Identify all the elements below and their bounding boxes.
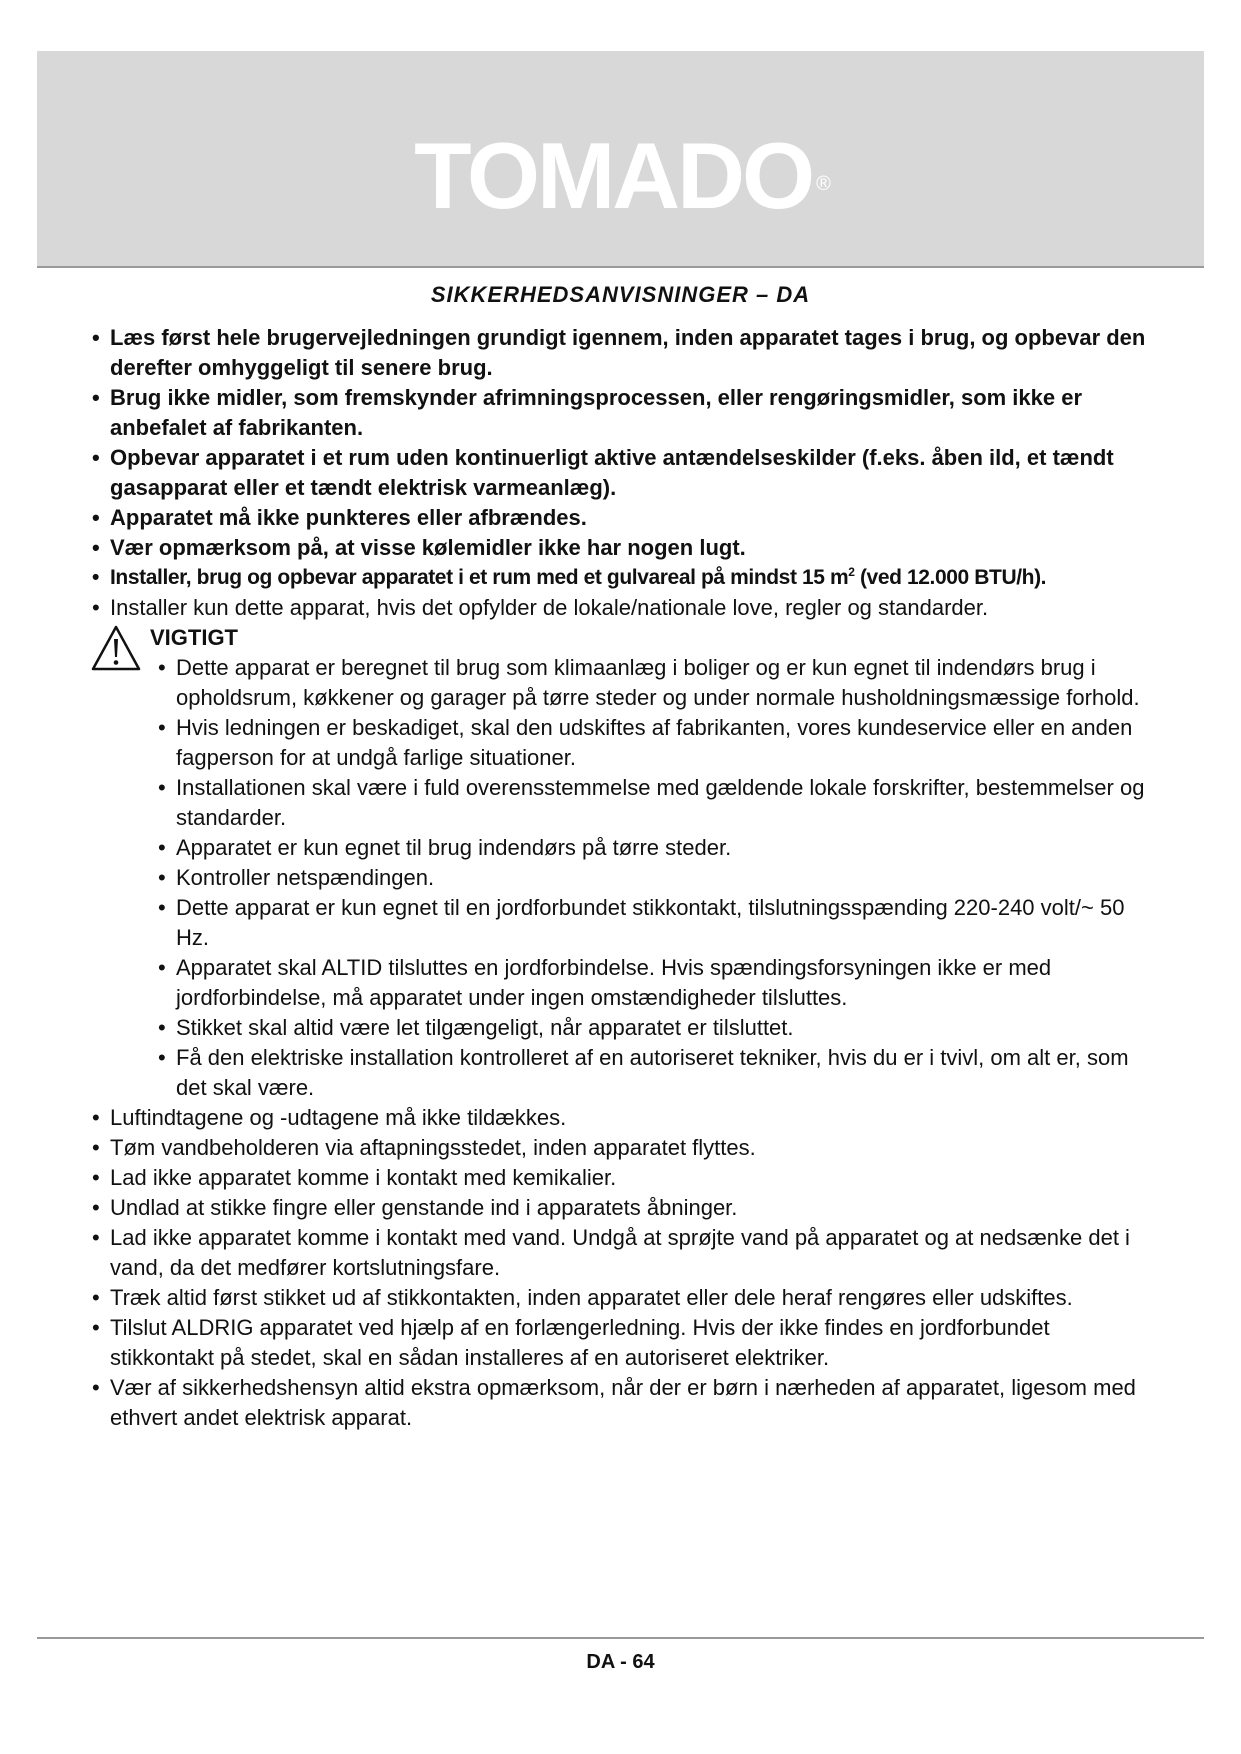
safety-instructions bbox=[92, 323, 1152, 1433]
brand-logo bbox=[37, 123, 1204, 228]
important-heading bbox=[92, 623, 1152, 653]
list-item: • Træk altid først stikket ud af stikkontakten, inden apparatet eller dele heraf rengøres eller udskiftes. bbox=[92, 1283, 1152, 1313]
important-item: • Apparatet er kun egnet til brug indendørs på tørre steder. bbox=[158, 833, 1152, 863]
list-item: • Lad ikke apparatet komme i kontakt med vand. Undgå at sprøjte vand på apparatet og at nedsænke det i vand, da det medfører kortslutningsfare. bbox=[92, 1223, 1152, 1283]
list-item: • Lad ikke apparatet komme i kontakt med kemikalier. bbox=[92, 1163, 1152, 1193]
page-title: SIKKERHEDSANVISNINGER – DA bbox=[430, 282, 811, 307]
list-item: • Undlad at stikke fingre eller genstande ind i apparatets åbninger. bbox=[92, 1193, 1152, 1223]
important-item: • Stikket skal altid være let tilgængeligt, når apparatet er tilsluttet. bbox=[158, 1013, 1152, 1043]
important-list bbox=[158, 653, 1152, 1103]
important-item: • Apparatet skal ALTID tilsluttes en jordforbindelse. Hvis spændingsforsyningen ikke er med jordforbindelse, må apparatet under ingen omstændigheder tilsluttes. bbox=[158, 953, 1152, 1013]
list-item: • Læs først hele brugervejledningen grundigt igennem, inden apparatet tages i brug, og opbevar den derefter omhyggeligt til senere brug. bbox=[92, 323, 1152, 383]
list-item: • Luftindtagene og -udtagene må ikke tildækkes. bbox=[92, 1103, 1152, 1133]
list-item: • Tøm vandbeholderen via aftapningsstedet, inden apparatet flyttes. bbox=[92, 1133, 1152, 1163]
list-item: • Vær opmærksom på, at visse kølemidler ikke har nogen lugt. bbox=[92, 533, 1152, 563]
important-item: • Dette apparat er kun egnet til en jordforbundet stikkontakt, tilslutningsspænding 220-240 volt/~ 50 Hz. bbox=[158, 893, 1152, 953]
list-item: • Apparatet må ikke punkteres eller afbrændes. bbox=[92, 503, 1152, 533]
important-item: • Få den elektriske installation kontrolleret af en autoriseret tekniker, hvis du er i tvivl, om alt er, som det skal være. bbox=[158, 1043, 1152, 1103]
header-banner bbox=[37, 51, 1204, 268]
footer-divider bbox=[37, 1637, 1204, 1639]
brand-name: TOMADO bbox=[414, 123, 813, 228]
warning-triangle-icon bbox=[91, 625, 141, 671]
area-text: Installer, brug og opbevar apparatet i et rum med et gulvareal på mindst 15 m bbox=[110, 566, 849, 589]
area-text-end: (ved 12.000 BTU/h). bbox=[854, 566, 1047, 589]
important-item: • Kontroller netspændingen. bbox=[158, 863, 1152, 893]
important-item: • Installationen skal være i fuld overensstemmelse med gældende lokale forskrifter, bestemmelser og standarder. bbox=[158, 773, 1152, 833]
list-item: • Installer kun dette apparat, hvis det opfylder de lokale/nationale love, regler og standarder. bbox=[92, 593, 1152, 623]
page-number: DA - 64 bbox=[586, 1651, 655, 1673]
area-superscript: 2 bbox=[848, 565, 855, 579]
list-item: • Vær af sikkerhedshensyn altid ekstra opmærksom, når der er børn i nærheden af apparatet, ligesom med ethvert andet elektrisk apparat. bbox=[92, 1373, 1152, 1433]
list-item: • Tilslut ALDRIG apparatet ved hjælp af en forlængerledning. Hvis der ikke findes en jordforbundet stikkontakt på stedet, skal en sådan installeres af en autoriseret elektriker. bbox=[92, 1313, 1152, 1373]
important-item: • Dette apparat er beregnet til brug som klimaanlæg i boliger og er kun egnet til indendørs brug i opholdsrum, køkkener og garager på tørre steder og under normale husholdningsmæssige forhold. bbox=[158, 653, 1152, 713]
important-label: VIGTIGT bbox=[150, 625, 238, 650]
list-item: • Brug ikke midler, som fremskynder afrimningsprocessen, eller rengøringsmidler, som ikke er anbefalet af fabrikanten. bbox=[92, 383, 1152, 443]
list-item-floor-area bbox=[92, 563, 1152, 593]
important-item: • Hvis ledningen er beskadiget, skal den udskiftes af fabrikanten, vores kundeservice eller en anden fagperson for at undgå farlige situationer. bbox=[158, 713, 1152, 773]
list-item: • Opbevar apparatet i et rum uden kontinuerligt aktive antændelseskilder (f.eks. åben ild, et tændt gasapparat eller et tændt elektrisk varmeanlæg). bbox=[92, 443, 1152, 503]
registered-mark: ® bbox=[816, 173, 831, 195]
